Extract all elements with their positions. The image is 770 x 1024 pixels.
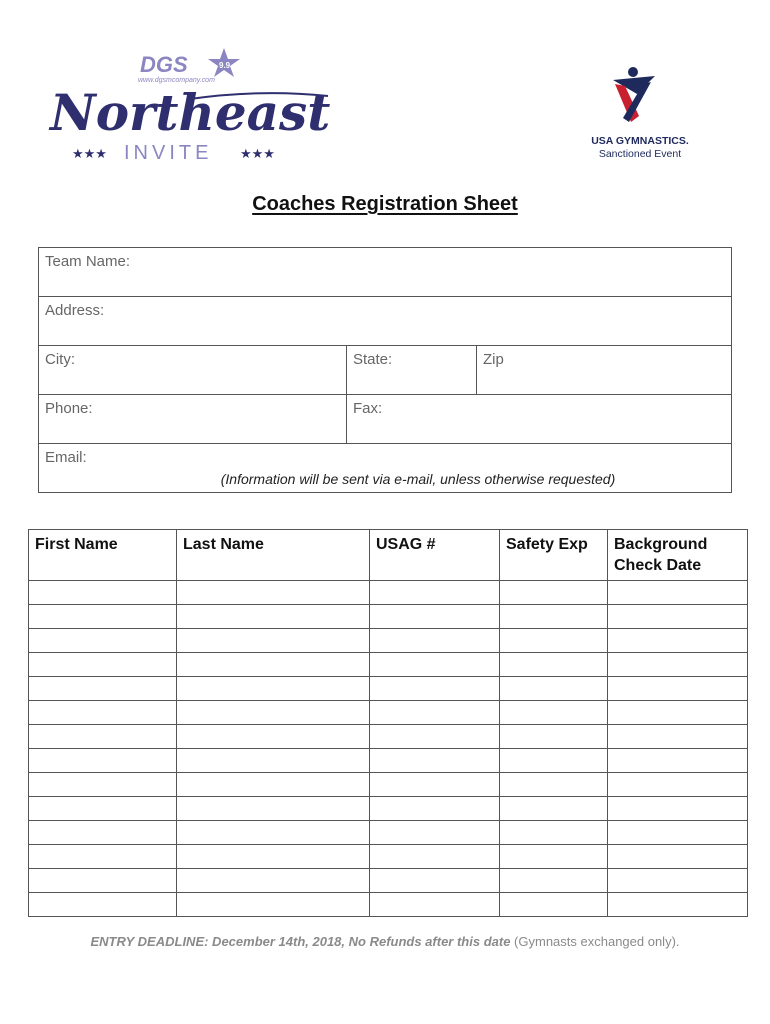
- cell-background-check[interactable]: [608, 581, 748, 605]
- page-title-text: Coaches Registration Sheet: [252, 193, 518, 215]
- usa-gymnastics-emblem-icon: [585, 64, 695, 124]
- dgs-badge-text: 9.9: [219, 61, 231, 70]
- table-row: [29, 845, 748, 869]
- table-row: [29, 653, 748, 677]
- cell-last-name[interactable]: [177, 725, 370, 749]
- cell-usag[interactable]: [370, 821, 500, 845]
- fax-label: Fax:: [353, 400, 383, 417]
- cell-safety-exp[interactable]: [500, 797, 608, 821]
- cell-last-name[interactable]: [177, 845, 370, 869]
- cell-usag[interactable]: [370, 653, 500, 677]
- table-row: [29, 701, 748, 725]
- usa-gymnastics-logo: [585, 64, 695, 169]
- table-row: [29, 749, 748, 773]
- cell-first-name[interactable]: [29, 749, 177, 773]
- cell-safety-exp[interactable]: [500, 605, 608, 629]
- usa-gymnastics-text: USA GYMNASTICS.: [591, 135, 689, 147]
- cell-last-name[interactable]: [177, 701, 370, 725]
- cell-safety-exp[interactable]: [500, 677, 608, 701]
- cell-last-name[interactable]: [177, 821, 370, 845]
- cell-first-name[interactable]: [29, 797, 177, 821]
- email-label: Email:: [45, 449, 87, 466]
- cell-last-name[interactable]: [177, 605, 370, 629]
- cell-safety-exp[interactable]: [500, 749, 608, 773]
- team-name-field[interactable]: [39, 248, 732, 297]
- address-field[interactable]: [39, 297, 732, 346]
- column-header-last-name: Last Name: [177, 530, 370, 581]
- cell-background-check[interactable]: [608, 605, 748, 629]
- table-row: [29, 797, 748, 821]
- cell-background-check[interactable]: [608, 653, 748, 677]
- cell-usag[interactable]: [370, 581, 500, 605]
- zip-label: Zip: [483, 351, 504, 368]
- cell-background-check[interactable]: [608, 629, 748, 653]
- cell-usag[interactable]: [370, 605, 500, 629]
- table-row: [29, 605, 748, 629]
- cell-usag[interactable]: [370, 845, 500, 869]
- cell-first-name[interactable]: [29, 893, 177, 917]
- deadline-text: ENTRY DEADLINE: December 14th, 2018, No Refunds after this date: [90, 934, 511, 949]
- state-label: State:: [353, 351, 393, 368]
- sanctioned-event-text: Sanctioned Event: [598, 148, 682, 160]
- cell-last-name[interactable]: [177, 629, 370, 653]
- cell-usag[interactable]: [370, 677, 500, 701]
- cell-last-name[interactable]: [177, 893, 370, 917]
- invite-text: INVITE: [124, 142, 213, 164]
- cell-last-name[interactable]: [177, 677, 370, 701]
- cell-first-name[interactable]: [29, 845, 177, 869]
- table-row: [29, 821, 748, 845]
- cell-first-name[interactable]: [29, 629, 177, 653]
- cell-usag[interactable]: [370, 773, 500, 797]
- entry-deadline-footer: [0, 934, 770, 949]
- coaches-table-body: [29, 581, 748, 917]
- cell-usag[interactable]: [370, 869, 500, 893]
- table-row: [29, 629, 748, 653]
- column-header-safety-exp: Safety Exp: [500, 530, 608, 581]
- cell-usag[interactable]: [370, 629, 500, 653]
- cell-background-check[interactable]: [608, 845, 748, 869]
- address-label: Address:: [45, 302, 105, 319]
- cell-usag[interactable]: [370, 797, 500, 821]
- table-row: [29, 869, 748, 893]
- cell-last-name[interactable]: [177, 797, 370, 821]
- cell-background-check[interactable]: [608, 869, 748, 893]
- column-header-background-check: Background Check Date: [608, 530, 748, 581]
- cell-safety-exp[interactable]: [500, 821, 608, 845]
- dgs-logo: [138, 48, 240, 84]
- cell-background-check[interactable]: [608, 893, 748, 917]
- cell-background-check[interactable]: [608, 701, 748, 725]
- northeast-invite-logo: [40, 44, 340, 164]
- cell-background-check[interactable]: [608, 725, 748, 749]
- cell-safety-exp[interactable]: [500, 725, 608, 749]
- svg-text:★★★: ★★★: [72, 147, 107, 162]
- cell-background-check[interactable]: [608, 821, 748, 845]
- cell-last-name[interactable]: [177, 749, 370, 773]
- cell-first-name[interactable]: [29, 869, 177, 893]
- fax-field[interactable]: [347, 395, 732, 444]
- cell-background-check[interactable]: [608, 749, 748, 773]
- table-row: [29, 773, 748, 797]
- cell-safety-exp[interactable]: [500, 869, 608, 893]
- cell-safety-exp[interactable]: [500, 773, 608, 797]
- table-row: [29, 893, 748, 917]
- city-label: City:: [45, 351, 75, 368]
- cell-safety-exp[interactable]: [500, 581, 608, 605]
- invite-banner: [72, 142, 275, 164]
- svg-text:★★★: ★★★: [240, 147, 275, 162]
- cell-last-name[interactable]: [177, 653, 370, 677]
- cell-first-name[interactable]: [29, 677, 177, 701]
- city-field[interactable]: [39, 346, 347, 395]
- cell-safety-exp[interactable]: [500, 629, 608, 653]
- column-header-usag: USAG #: [370, 530, 500, 581]
- cell-first-name[interactable]: [29, 581, 177, 605]
- cell-usag[interactable]: [370, 701, 500, 725]
- table-row: [29, 581, 748, 605]
- cell-last-name[interactable]: [177, 581, 370, 605]
- zip-field[interactable]: [477, 346, 732, 395]
- cell-last-name[interactable]: [177, 773, 370, 797]
- phone-field[interactable]: [39, 395, 347, 444]
- cell-first-name[interactable]: [29, 773, 177, 797]
- table-row: [29, 725, 748, 749]
- coaches-table-header: [29, 530, 748, 581]
- cell-first-name[interactable]: [29, 605, 177, 629]
- dgs-url-text: www.dgsmcompany.com: [138, 77, 215, 84]
- phone-label: Phone:: [45, 400, 93, 417]
- cell-first-name[interactable]: [29, 701, 177, 725]
- cell-safety-exp[interactable]: [500, 845, 608, 869]
- info-note: (Information will be sent via e-mail, unless otherwise requested): [220, 471, 616, 487]
- column-header-first-name: First Name: [29, 530, 177, 581]
- cell-usag[interactable]: [370, 725, 500, 749]
- cell-safety-exp[interactable]: [500, 893, 608, 917]
- cell-usag[interactable]: [370, 893, 500, 917]
- team-name-label: Team Name:: [45, 253, 131, 270]
- northeast-script-text: Northeast: [50, 83, 331, 142]
- state-field[interactable]: [347, 346, 477, 395]
- cell-background-check[interactable]: [608, 773, 748, 797]
- cell-safety-exp[interactable]: [500, 653, 608, 677]
- dgs-brand-text: DGS: [140, 52, 188, 77]
- cell-usag[interactable]: [370, 749, 500, 773]
- coaches-table: [28, 529, 748, 917]
- cell-first-name[interactable]: [29, 821, 177, 845]
- team-info-table: [38, 247, 732, 493]
- cell-first-name[interactable]: [29, 725, 177, 749]
- cell-first-name[interactable]: [29, 653, 177, 677]
- table-row: [29, 677, 748, 701]
- cell-background-check[interactable]: [608, 797, 748, 821]
- cell-safety-exp[interactable]: [500, 701, 608, 725]
- cell-background-check[interactable]: [608, 677, 748, 701]
- deadline-note: (Gymnasts exchanged only).: [510, 934, 680, 949]
- cell-last-name[interactable]: [177, 869, 370, 893]
- page-title: [0, 193, 770, 216]
